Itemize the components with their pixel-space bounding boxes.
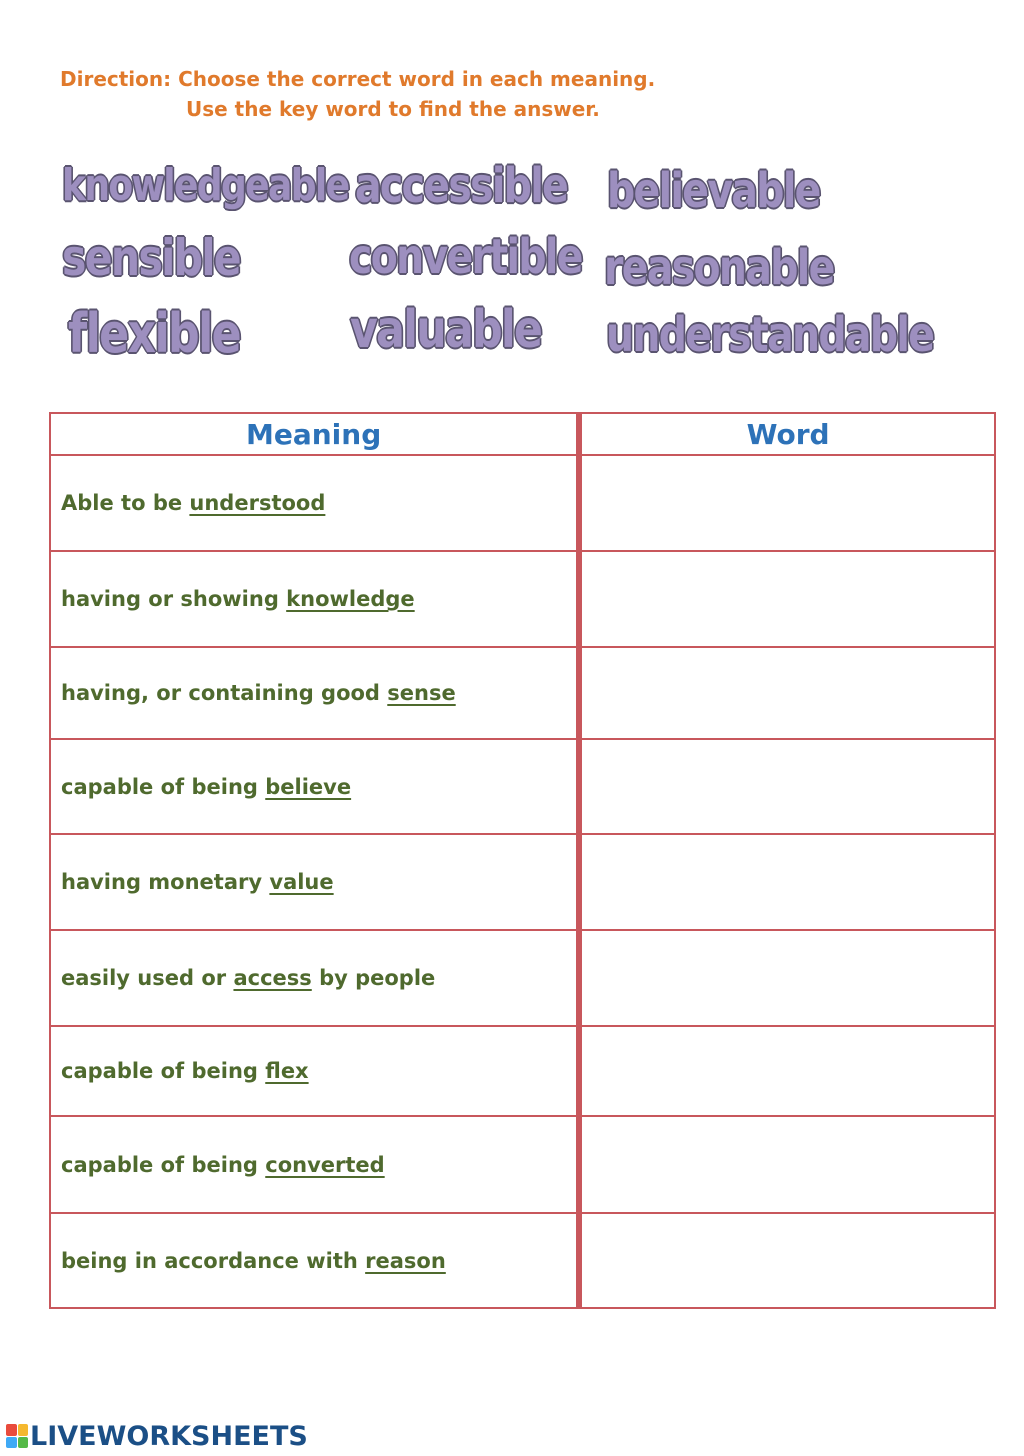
answer-cell[interactable] [579, 739, 995, 834]
key-word: reason [365, 1248, 446, 1273]
word-bank-item: sensible [62, 229, 240, 287]
word-bank-item: reasonable [604, 240, 834, 296]
key-word: access [233, 966, 312, 990]
word-bank-item: understandable [606, 307, 934, 363]
logo-square [6, 1437, 17, 1449]
key-word: knowledge [286, 587, 415, 611]
key-word: flex [265, 1059, 309, 1083]
key-word: converted [265, 1152, 385, 1177]
word-column-header: Word [579, 413, 995, 455]
word-bank-item: accessible [355, 158, 568, 214]
key-word: understood [189, 491, 326, 515]
logo-square [6, 1424, 17, 1436]
table-row [50, 647, 995, 739]
table-row [50, 551, 995, 647]
table-row [50, 1213, 995, 1308]
answer-cell[interactable] [579, 551, 995, 647]
answer-cell[interactable] [579, 930, 995, 1026]
direction-line-1: Direction: Choose the correct word in each meaning. [60, 67, 656, 91]
answer-cell[interactable] [579, 834, 995, 930]
liveworksheets-logo-icon [6, 1424, 28, 1448]
key-word: value [269, 870, 334, 894]
logo-square [18, 1424, 29, 1436]
meaning-cell: capable of being converted [50, 1116, 579, 1213]
table-header-row [50, 413, 995, 455]
meaning-cell: easily used or access by people [50, 930, 579, 1026]
answer-cell[interactable] [579, 455, 995, 551]
table-row [50, 834, 995, 930]
word-bank-item: flexible [68, 302, 241, 365]
answer-cell[interactable] [579, 1213, 995, 1308]
direction-line-2: Use the key word to find the answer. [186, 97, 600, 121]
logo-square [18, 1437, 29, 1449]
liveworksheets-logo [6, 1420, 308, 1452]
meaning-cell: capable of being believe [50, 739, 579, 834]
meaning-cell: Able to be understood [50, 455, 579, 551]
answer-cell[interactable] [579, 1116, 995, 1213]
liveworksheets-wordmark: LIVEWORKSHEETS [30, 1420, 308, 1452]
table-row [50, 1026, 995, 1116]
table-row [50, 1116, 995, 1213]
meaning-cell: having monetary value [50, 834, 579, 930]
meaning-cell: having or showing knowledge [50, 551, 579, 647]
word-bank-item: valuable [350, 300, 542, 360]
meaning-word-table [49, 412, 996, 1309]
meaning-column-header: Meaning [50, 413, 579, 455]
word-bank-item: knowledgeable [62, 160, 349, 211]
word-bank-item: convertible [349, 229, 582, 285]
meaning-cell: being in accordance with reason [50, 1213, 579, 1308]
table-row [50, 739, 995, 834]
meaning-cell: capable of being flex [50, 1026, 579, 1116]
word-bank-item: believable [607, 163, 820, 219]
table-row [50, 930, 995, 1026]
direction-text [60, 64, 655, 124]
answer-cell[interactable] [579, 1026, 995, 1116]
key-word: believe [265, 774, 352, 799]
meaning-cell: having, or containing good sense [50, 647, 579, 739]
answer-cell[interactable] [579, 647, 995, 739]
key-word: sense [387, 681, 456, 705]
table-row [50, 455, 995, 551]
